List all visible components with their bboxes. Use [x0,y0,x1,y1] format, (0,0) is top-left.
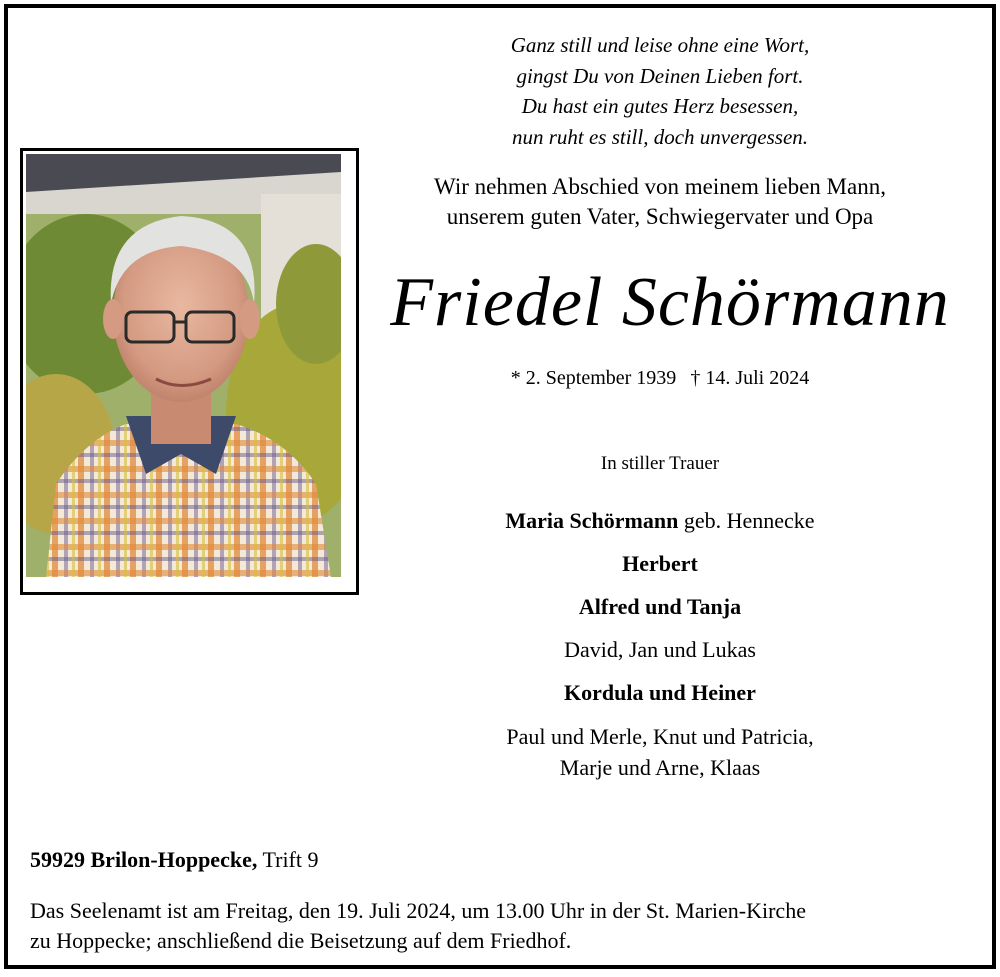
family-grandchildren [410,721,910,783]
farewell-intro [380,172,940,232]
poem [410,30,910,152]
mourning-text: In stiller Trauer [600,453,720,474]
deceased-name: Friedel Schörmann [390,264,950,341]
portrait-frame [20,148,359,595]
poem-line: Du hast ein gutes Herz besessen, [521,94,799,118]
family-spouse [410,506,910,549]
family-member: Herbert [622,551,698,576]
spouse-maiden-name: geb. Hennecke [683,508,815,533]
service-line: zu Hoppecke; anschließend die Beisetzung auf dem Friedhof. [30,928,572,953]
family-member: Kordula und Heiner [564,680,756,705]
address-city: 59929 Brilon-Hoppecke, [30,847,258,872]
family-member: Alfred und Tanja [578,594,742,619]
life-dates [410,364,910,392]
service-line: Das Seelenamt ist am Freitag, den 19. Juli 2024, um 13.00 Uhr in der St. Marien-Kirche [30,898,806,923]
poem-line: nun ruht es still, doch unvergessen. [511,124,809,149]
address-street: Trift 9 [262,847,319,872]
spouse-name: Maria Schörmann [505,508,679,533]
intro-line: Wir nehmen Abschied von meinem lieben Mann, [434,174,886,199]
service-info [30,896,970,956]
address [30,846,319,874]
portrait-photo [26,154,353,589]
family-list [410,506,910,783]
death-date: † 14. Juli 2024 [690,367,810,389]
grandchildren-line: Paul und Merle, Knut und Patricia, [506,724,814,749]
birth-date: * 2. September 1939 [510,367,677,389]
family-grandchildren: David, Jan und Lukas [564,637,756,662]
grandchildren-line: Marje und Arne, Klaas [559,755,761,780]
poem-line: Ganz still und leise ohne eine Wort, [510,33,810,57]
poem-line: gingst Du von Deinen Lieben fort. [516,63,804,88]
intro-line: unserem guten Vater, Schwiegervater und Opa [446,204,874,229]
